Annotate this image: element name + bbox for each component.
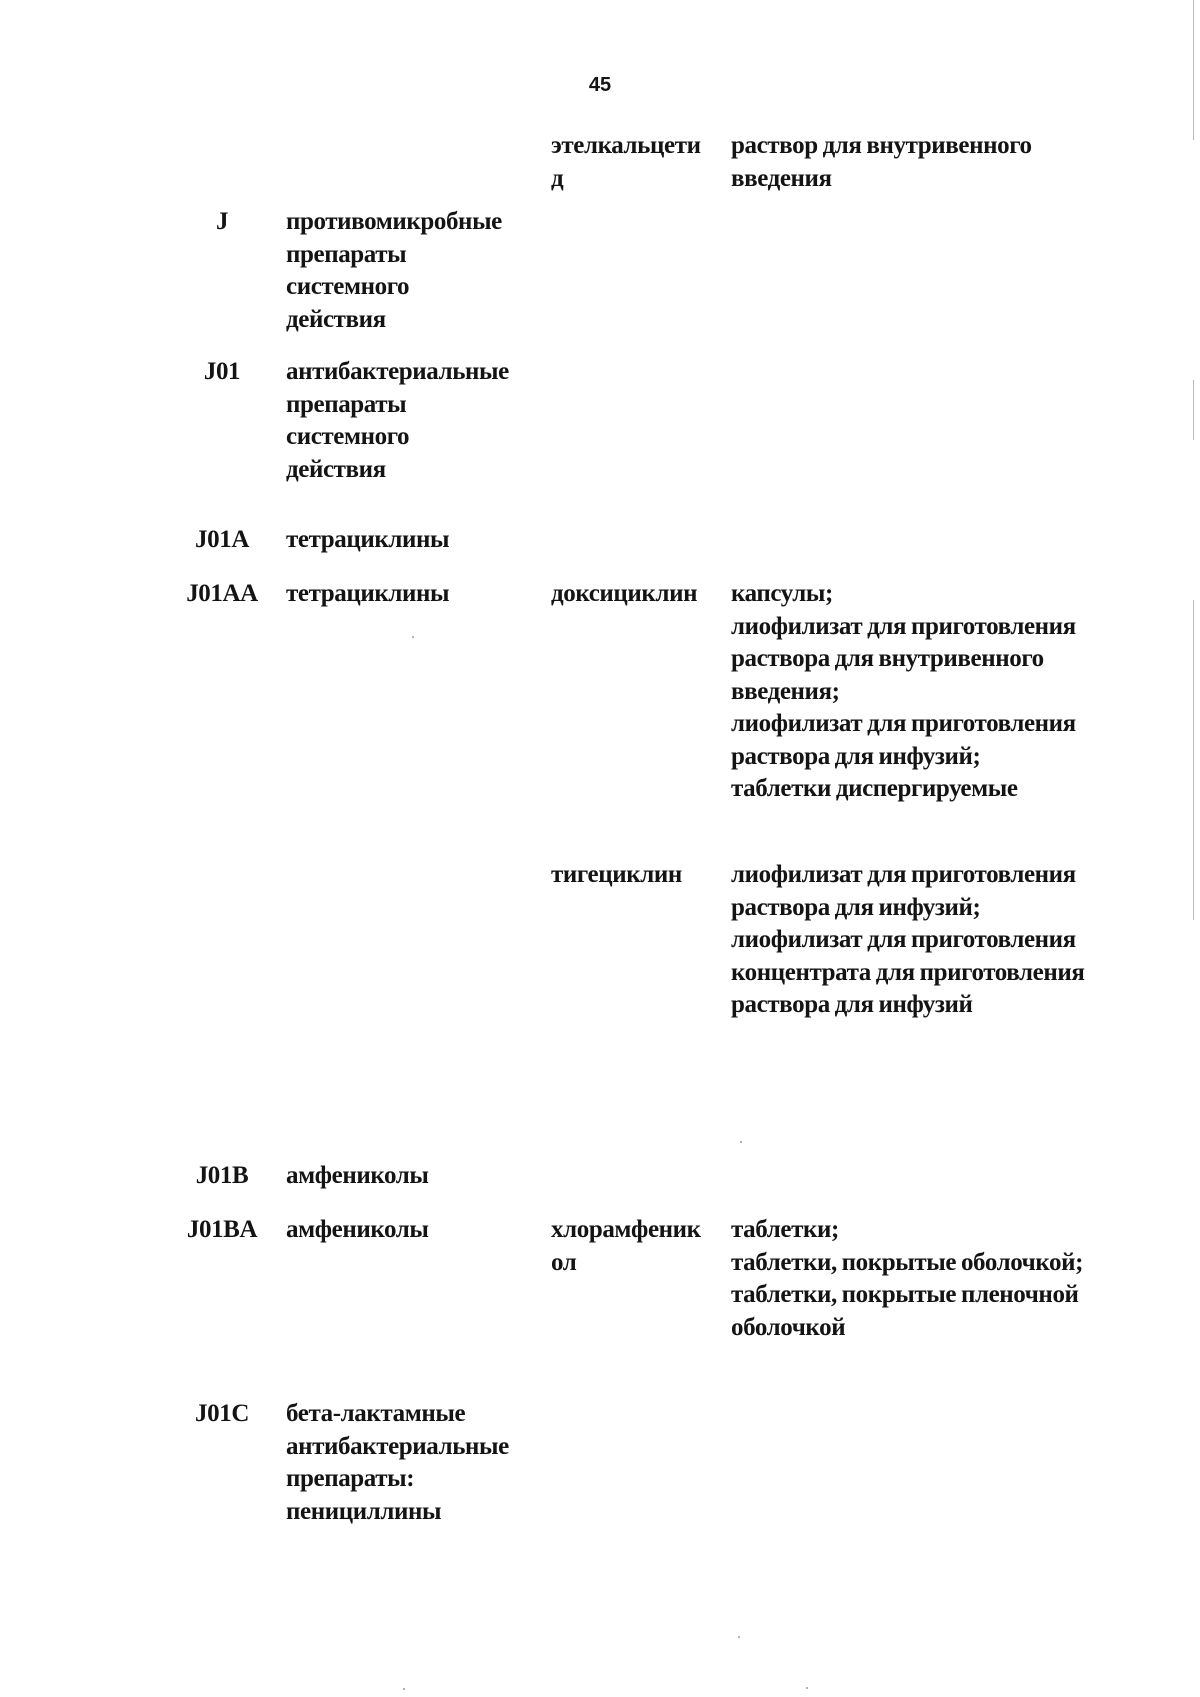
scan-edge-artifact (1193, 0, 1194, 140)
scan-speck (806, 1687, 808, 1689)
drug-name: этелкальцети д (551, 132, 701, 192)
group-line: препараты: (286, 1465, 415, 1492)
scan-speck (738, 1636, 740, 1638)
drug-name: доксициклин (551, 580, 698, 607)
dosage-form: раствор для внутривенного введения (731, 132, 1032, 192)
atc-code: J01A (195, 526, 249, 553)
group-line: антибактериальные (286, 1432, 509, 1460)
dosage-forms (731, 578, 1101, 806)
dosage-forms (731, 859, 1101, 1022)
atc-code: J01BA (186, 1216, 258, 1243)
dosage-form: лиофилизат для приготовления концентрата для приготовления раствора для инфузий (731, 926, 1085, 1018)
group-line: бета-лактамные (286, 1400, 466, 1427)
group-line: тетрациклины (286, 580, 450, 607)
scan-speck (412, 636, 414, 638)
group-line: тетрациклины (286, 526, 450, 553)
group-line: действия (286, 455, 386, 483)
scan-speck (740, 1141, 742, 1143)
atc-group-name (286, 524, 541, 557)
atc-group-name (286, 1398, 541, 1528)
atc-code: J (215, 208, 229, 235)
dosage-form: лиофилизат для приготовления раствора для инфузий; (731, 861, 1076, 921)
group-line: противомикробные (286, 208, 502, 235)
atc-group-name (286, 1160, 541, 1193)
dosage-forms (731, 1214, 1101, 1344)
dosage-form: лиофилизат для приготовления раствора для инфузий; (731, 710, 1076, 770)
group-line: амфениколы (286, 1162, 429, 1189)
group-line: антибактериальные (286, 358, 509, 385)
dosage-forms (731, 130, 1101, 195)
page-number: 45 (588, 74, 612, 96)
dosage-form: таблетки, покрытые пленочной оболочкой (731, 1281, 1079, 1341)
atc-code: J01AA (186, 580, 258, 607)
group-line: системного (286, 273, 410, 300)
scan-edge-artifact (1193, 380, 1194, 440)
atc-code: J01B (195, 1162, 249, 1189)
atc-group-name (286, 356, 541, 486)
atc-group-name (286, 1214, 541, 1247)
dosage-form: таблетки диспергируемые (731, 775, 1018, 802)
dosage-form: лиофилизат для приготовления раствора для внутривенного введения; (731, 612, 1076, 705)
atc-group-name (286, 206, 541, 336)
atc-code: J01 (203, 358, 241, 385)
group-line: препараты (286, 390, 407, 418)
dosage-form: капсулы; (731, 580, 833, 607)
scan-speck (403, 1688, 405, 1690)
group-line: пенициллины (286, 1497, 442, 1525)
group-line: препараты (286, 240, 407, 268)
drug-name: тигециклин (551, 861, 682, 888)
group-line: действия (286, 305, 386, 333)
scan-edge-artifact (1193, 600, 1194, 920)
drug-name: хлорамфеник ол (551, 1216, 701, 1276)
dosage-form: таблетки, покрытые оболочкой; (731, 1248, 1084, 1276)
group-line: амфениколы (286, 1216, 429, 1243)
atc-group-name (286, 578, 541, 611)
atc-code: J01C (195, 1400, 249, 1427)
group-line: системного (286, 423, 410, 450)
dosage-form: таблетки; (731, 1216, 839, 1243)
